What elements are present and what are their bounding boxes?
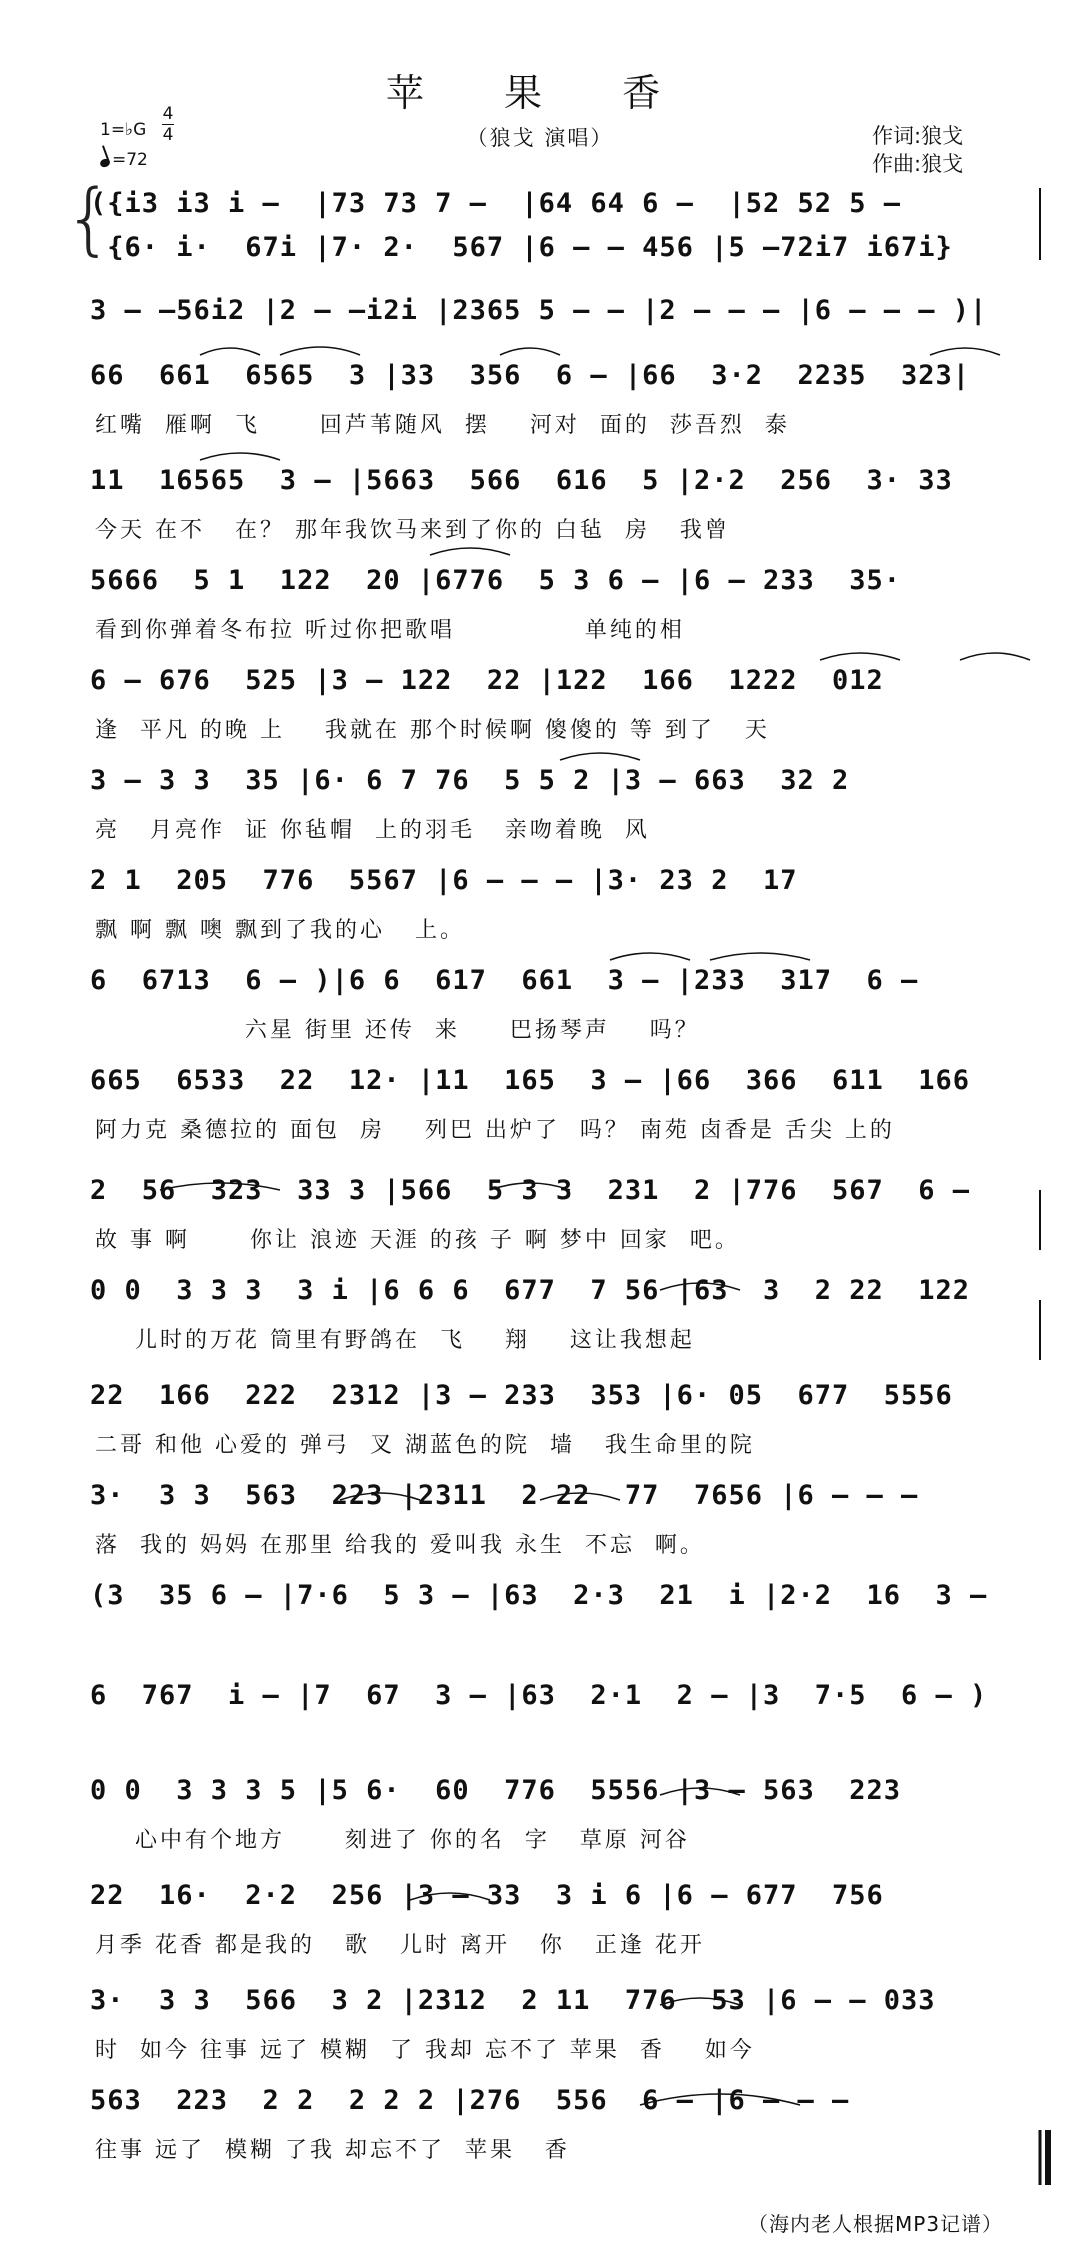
quarter-note-icon	[99, 158, 111, 169]
notation-line: 665 6533 22 12· |11 165 3 – |66 366 611 166	[90, 1065, 971, 1096]
lyric-line: 儿时的万花 筒里有野鸽在 飞 翔 这让我想起	[95, 1328, 695, 1353]
time-signature-top: 4	[162, 104, 174, 124]
lyricist-credit: 作词:狼戈	[872, 124, 964, 148]
notation-line: 0 0 3 3 3 5 |5 6· 60 776 5556 |3 – 563 223	[90, 1775, 902, 1806]
composer-credit: 作曲:狼戈	[872, 152, 964, 176]
lyric-line: 六星 街里 还传 来 巴扬琴声 吗？	[95, 1018, 700, 1043]
system-brace-icon: {	[64, 174, 114, 264]
lyric-line: 阿力克 桑德拉的 面包 房 列巴 出炉了 吗？ 南苑 卤香是 舌尖 上的	[95, 1118, 895, 1143]
time-signature-bottom: 4	[162, 125, 174, 145]
notation-line: 0 0 3 3 3 3 i |6 6 6 677 7 56 |63 3 2 22 122	[90, 1275, 971, 1306]
lyric-line: 心中有个地方 刻进了 你的名 字 草原 河谷	[95, 1828, 690, 1853]
notation-line: 2 1 205 776 5567 |6 – – – |3· 23 2 17	[90, 865, 798, 896]
performer-note: （狼戈 演唱）	[466, 126, 614, 150]
notation-line: 3 – 3 3 35 |6· 6 7 76 5 5 2 |3 – 663 32 2	[90, 765, 850, 796]
lyric-line: 故 事 啊 你让 浪迹 天涯 的孩 子 啊 梦中 回家 吧。	[95, 1228, 740, 1253]
lyric-line: 亮 月亮作 证 你毡帽 上的羽毛 亲吻着晚 风	[95, 818, 650, 843]
notation-line: 22 166 222 2312 |3 – 233 353 |6· 05 677 5556	[90, 1380, 953, 1411]
lyric-line: 时 如今 往事 远了 模糊 了 我却 忘不了 苹果 香 如今	[95, 2038, 755, 2063]
lyric-line: 红嘴 雁啊 飞 回芦苇随风 摆 河对 面的 莎吾烈 泰	[95, 413, 790, 438]
lyric-line: 二哥 和他 心爱的 弹弓 叉 湖蓝色的院 墙 我生命里的院	[95, 1433, 755, 1458]
notation-line: 66 661 6565 3 |33 356 6 – |66 3·2 2235 323|	[90, 360, 971, 391]
time-signature	[162, 104, 174, 145]
lyric-line: 今天 在不 在？ 那年我饮马来到了你的 白毡 房 我曾	[95, 518, 730, 543]
lyric-line: 看到你弹着冬布拉 听过你把歌唱 单纯的相	[95, 618, 685, 643]
lyric-line: 飘 啊 飘 噢 飘到了我的心 上。	[95, 918, 465, 943]
notation-line: 5666 5 1 122 20 |6776 5 3 6 – |6 – 233 35·	[90, 565, 902, 596]
song-title: 苹 果 香	[385, 71, 695, 115]
notation-line: 6 – 676 525 |3 – 122 22 |122 166 1222 012	[90, 665, 884, 696]
transcription-note: （海内老人根据MP3记谱）	[748, 2212, 1004, 2236]
notation-line: 2 56 323 33 3 |566 5 3 3 231 2 |776 567 6 –	[90, 1175, 971, 1206]
notation-line: ({i3 i3 i – |73 73 7 – |64 64 6 – |52 52 5 –	[90, 188, 902, 219]
lyric-line: 逢 平凡 的晚 上 我就在 那个时候啊 傻傻的 等 到了 天	[95, 718, 770, 743]
notation-line: 22 16· 2·2 256 |3 – 33 3 i 6 |6 – 677 756	[90, 1880, 884, 1911]
notation-line: {6· i· 67i |7· 2· 567 |6 – – 456 |5 –72i7 i67i}	[90, 232, 953, 263]
lyric-line: 落 我的 妈妈 在那里 给我的 爱叫我 永生 不忘 啊。	[95, 1533, 705, 1558]
notation-line: 3· 3 3 563 223 |2311 2 22 77 7656 |6 – – –	[90, 1480, 919, 1511]
notation-line: 563 223 2 2 2 2 2 |276 556 6 – |6 – – –	[90, 2085, 850, 2116]
notation-line: 6 6713 6 – )|6 6 617 661 3 – |233 317 6 –	[90, 965, 919, 996]
notation-line: 11 16565 3 – |5663 566 616 5 |2·2 256 3· 33	[90, 465, 953, 496]
notation-line: 3 – –56i2 |2 – –i2i |2365 5 – – |2 – – – |6 – – – )|	[90, 295, 988, 326]
key-signature: 1=♭G	[100, 120, 147, 140]
notation-line: 3· 3 3 566 3 2 |2312 2 11 776 53 |6 – – 033	[90, 1985, 936, 2016]
lyric-line: 往事 远了 模糊 了我 却忘不了 苹果 香	[95, 2138, 570, 2163]
notation-line: (3 35 6 – |7·6 5 3 – |63 2·3 21 i |2·2 16 3 –	[90, 1580, 988, 1611]
notation-line: 6 767 i – |7 67 3 – |63 2·1 2 – |3 7·5 6 – )	[90, 1680, 988, 1711]
tempo-marking	[100, 150, 148, 170]
lyric-line: 月季 花香 都是我的 歌 儿时 离开 你 正逢 花开	[95, 1933, 705, 1958]
tempo-value: =72	[112, 150, 148, 170]
